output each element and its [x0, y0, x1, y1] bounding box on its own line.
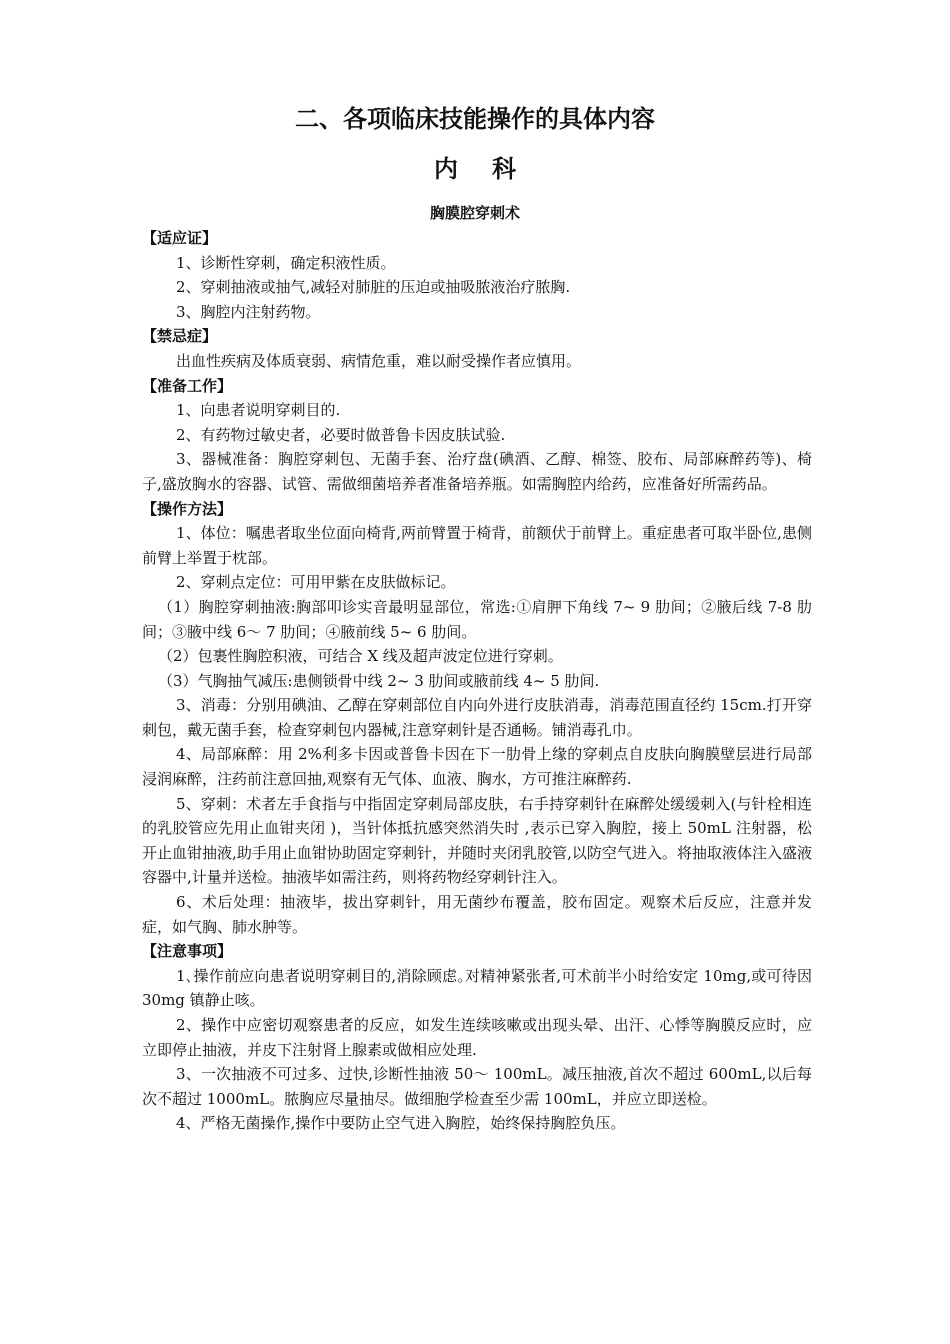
- section-heading-preparation: 【准备工作】: [142, 376, 233, 395]
- method-item: 4、局部麻醉：用 2%利多卡因或普鲁卡因在下一肋骨上缘的穿刺点自皮肤向胸膜壁层进行局部浸润麻醉，注药前注意回抽,观察有无气体、血液、胸水，方可推注麻醉药.: [142, 745, 812, 789]
- contraindication-item: 出血性疾病及体质衰弱、病情危重，难以耐受操作者应慎用。: [176, 351, 582, 370]
- indication-item: 2、穿刺抽液或抽气,减轻对肺脏的压迫或抽吸脓液治疗脓胸.: [176, 278, 571, 297]
- method-item: 3、消毒：分别用碘油、乙醇在穿刺部位自内向外进行皮肤消毒，消毒范围直径约 15cm.打开穿刺包，戴无菌手套，检查穿刺包内器械,注意穿刺针是否通畅。铺消毒孔巾。: [142, 696, 812, 739]
- method-item: 1、体位：嘱患者取坐位面向椅背,两前臂置于椅背，前额伏于前臂上。重症患者可取半卧位,患侧前臂上举置于枕部。: [142, 524, 812, 567]
- procedure-title: 胸膜腔穿刺术: [429, 204, 520, 222]
- section-heading-method: 【操作方法】: [142, 499, 233, 518]
- note-item: 2、操作中应密切观察患者的反应，如发生连续咳嗽或出现头晕、出汗、心悸等胸膜反应时，应立即停止抽液，并皮下注射肾上腺素或做相应处理.: [142, 1016, 812, 1059]
- method-sub-item: （1）胸腔穿刺抽液:胸部叩诊实音最明显部位，常选:①肩胛下角线 7~ 9 肋间；②腋后线 7-8 肋间；③腋中线 6～ 7 肋间；④腋前线 5~ 6 肋间。: [142, 597, 812, 641]
- section-heading-notes: 【注意事项】: [142, 942, 233, 961]
- note-item: 3、一次抽液不可过多、过快,诊断性抽液 50～ 100mL。减压抽液,首次不超过 600mL,以后每次不超过 1000mL。脓胸应尽量抽尽。做细胞学检查至少需 100mL，并应立即送检。: [142, 1065, 812, 1108]
- indication-item: 1、诊断性穿刺，确定积液性质。: [176, 253, 396, 272]
- method-item: 5、穿刺：术者左手食指与中指固定穿刺局部皮肤，右手持穿刺针在麻醉处缓缓刺入(与针栓相连的乳胶管应先用止血钳夹闭 )，当针体抵抗感突然消失时 ,表示已穿入胸腔，接上 50mL 注射器，松开止血钳抽液,助手用止血钳协助固定穿刺针，并随时夹闭乳胶管,以防空气进入。将抽取液体注入盛液容器中,计量并送检。抽液毕如需注药，则将药物经穿刺针注入。: [142, 794, 812, 887]
- method-sub-item: （3）气胸抽气减压:患侧锁骨中线 2~ 3 肋间或腋前线 4~ 5 肋间.: [158, 671, 600, 690]
- indication-item: 3、胸腔内注射药物。: [176, 302, 321, 321]
- method-item: 2、穿刺点定位：可用甲紫在皮肤做标记。: [176, 573, 456, 592]
- preparation-item: 1、向患者说明穿刺目的.: [176, 401, 341, 420]
- page-title: 二、各项临床技能操作的具体内容: [295, 105, 655, 133]
- preparation-item: 2、有药物过敏史者，必要时做普鲁卡因皮肤试验.: [176, 425, 506, 444]
- method-item: 6、术后处理：抽液毕，拔出穿刺针，用无菌纱布覆盖，胶布固定。观察术后反应，注意并发症，如气胸、肺水肿等。: [142, 893, 812, 936]
- method-sub-item: （2）包裹性胸腔积液，可结合 X 线及超声波定位进行穿刺。: [158, 647, 563, 666]
- section-heading-indications: 【适应证】: [142, 229, 218, 247]
- section-heading-contraindications: 【禁忌症】: [142, 327, 218, 346]
- department-heading: 内科: [434, 155, 550, 183]
- note-item: 4、严格无菌操作,操作中要防止空气进入胸腔，始终保持胸腔负压。: [176, 1114, 626, 1133]
- document-body: [142, 226, 812, 1136]
- preparation-item: 3、器械准备：胸腔穿刺包、无菌手套、治疗盘(碘酒、乙醇、棉签、胶布、局部麻醉药等)、椅子,盛放胸水的容器、试管、需做细菌培养者准备培养瓶。如需胸腔内给药，应准备好所需药品。: [142, 450, 812, 493]
- note-item: 1､操作前应向患者说明穿刺目的,消除顾虑｡对精神紧张者,可术前半小时给安定 10mg,或可待因 30mg 镇静止咳。: [142, 966, 812, 1010]
